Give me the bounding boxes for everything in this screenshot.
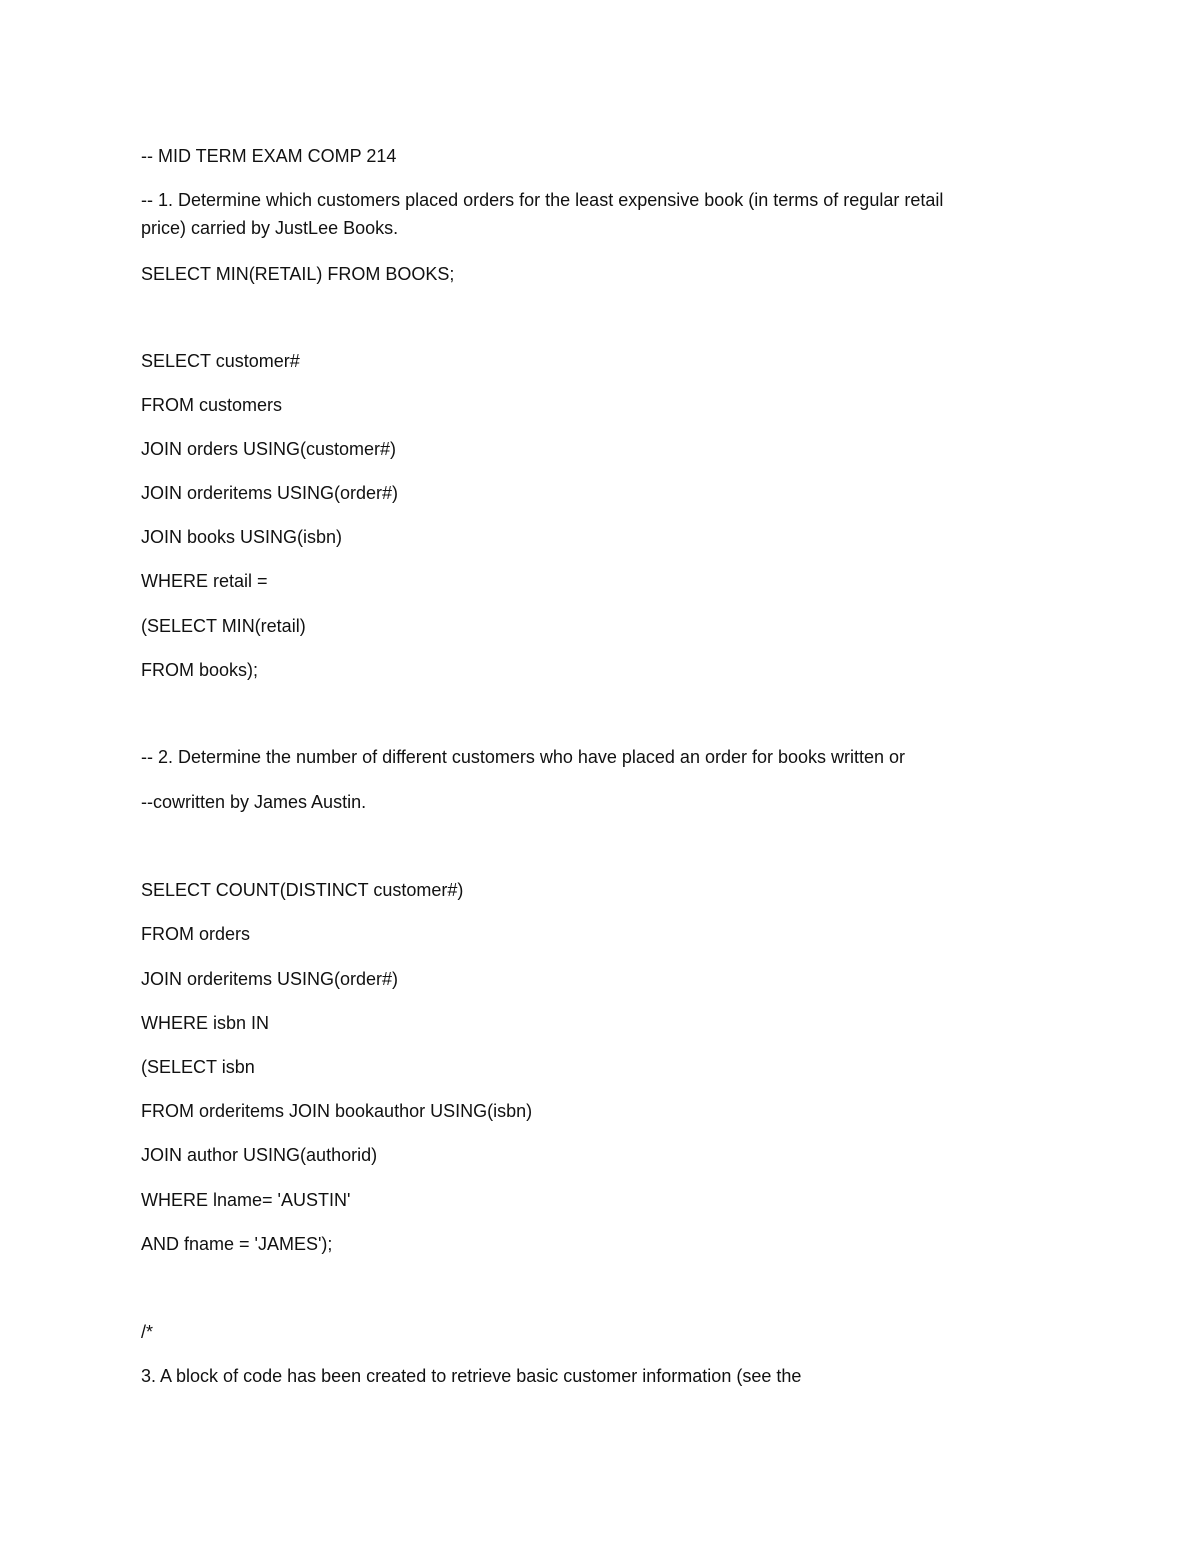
code-line: FROM books); (141, 660, 259, 680)
code-line: (SELECT isbn (141, 1057, 255, 1077)
code-line: FROM orderitems JOIN bookauthor USING(isbn) (141, 1101, 533, 1121)
code-line: JOIN orderitems USING(order#) (141, 969, 399, 989)
code-line: WHERE retail = (141, 571, 268, 591)
code-line: SELECT customer# (141, 351, 300, 371)
code-line: JOIN orderitems USING(order#) (141, 483, 399, 503)
comment-open: /* (141, 1322, 154, 1342)
question-3-text: 3. A block of code has been created to retrieve basic customer information (see the (141, 1366, 802, 1386)
question-1-text: -- 1. Determine which customers placed orders for the least expensive book (in terms of regular retail (141, 190, 944, 210)
code-line: FROM customers (141, 395, 283, 415)
code-line: JOIN books USING(isbn) (141, 527, 343, 547)
code-line: SELECT COUNT(DISTINCT customer#) (141, 880, 464, 900)
question-2-text-continued: --cowritten by James Austin. (141, 792, 367, 812)
code-line: SELECT MIN(RETAIL) FROM BOOKS; (141, 264, 455, 284)
code-line: JOIN orders USING(customer#) (141, 439, 397, 459)
exam-title: -- MID TERM EXAM COMP 214 (141, 146, 397, 166)
code-line: WHERE isbn IN (141, 1013, 270, 1033)
code-line: JOIN author USING(authorid) (141, 1145, 378, 1165)
code-line: WHERE lname= 'AUSTIN' (141, 1190, 351, 1210)
question-2-text: -- 2. Determine the number of different customers who have placed an order for books written or (141, 747, 906, 767)
code-line: (SELECT MIN(retail) (141, 616, 306, 636)
question-1-text-continued: price) carried by JustLee Books. (141, 218, 399, 238)
code-line: FROM orders (141, 924, 251, 944)
code-line: AND fname = 'JAMES'); (141, 1234, 333, 1254)
